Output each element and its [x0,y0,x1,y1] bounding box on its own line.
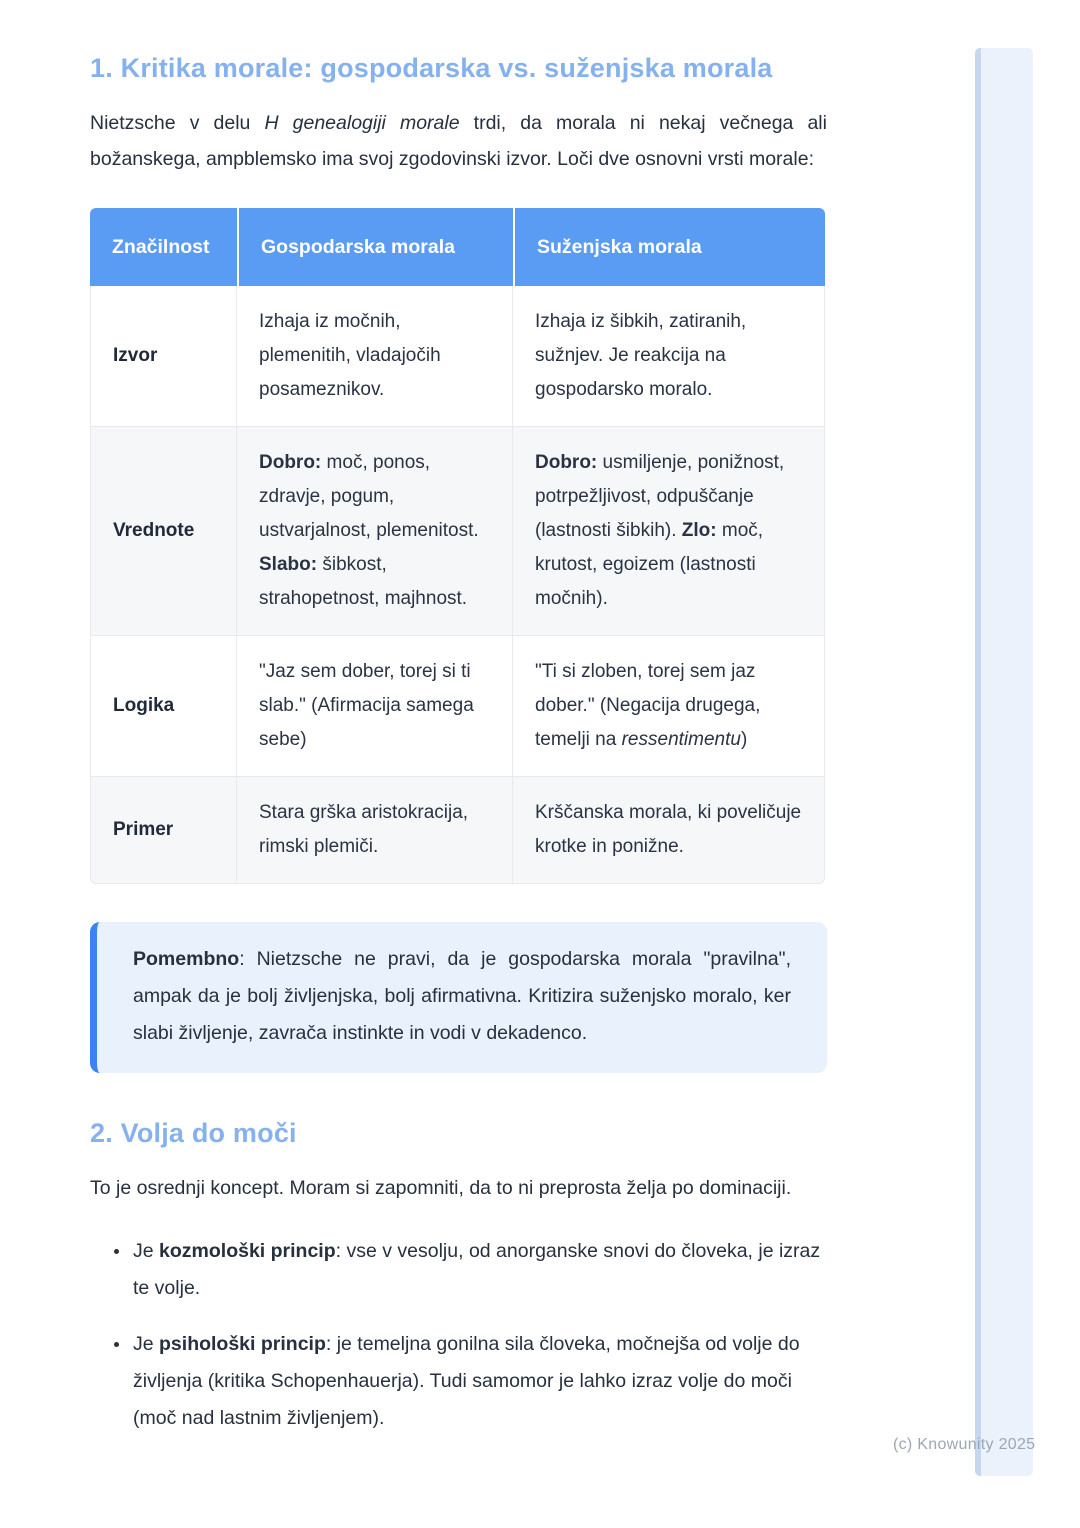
morality-comparison-table [90,208,825,884]
row-label: Logika [90,636,237,777]
important-callout [90,922,827,1073]
table-header-row [90,208,825,286]
list-item: • Je psihološki princip: je temeljna gonilna sila človeka, močnejša od volje do življenja (kritika Schopenhauerja). Tudi samomor je lahko izraz volje do moči (moč nad lastnim življenjem). [131,1326,827,1437]
table-row-logika [90,636,825,777]
table-header-gospodarska-morala: Gospodarska morala [237,208,513,286]
row-label: Vrednote [90,427,237,636]
table-row-vrednote [90,427,825,636]
section-1-heading: 1. Kritika morale: gospodarska vs. suženjska morala [90,53,773,83]
copyright-watermark: (c) Knowunity 2025 [893,1436,1036,1453]
table-header-znacilnost: Značilnost [90,208,237,286]
will-to-power-list [90,1233,827,1437]
adjacent-page-edge [975,48,1033,1476]
table-cell: Dobro: moč, ponos, zdravje, pogum, ustvarjalnost, plemenitost. Slabo: šibkost, strahopetnost, majhnost. [237,427,513,636]
callout-text: Pomembno: Nietzsche ne pravi, da je gospodarska morala "pravilna", ampak da je bolj življenjska, bolj afirmativna. Kritizira suženjsko moralo, ker slabi življenje, zavrača instinkte in vodi v dekadenco. [133,948,791,1044]
section-1-intro-paragraph: Nietzsche v delu H genealogiji morale trdi, da morala ni nekaj večnega ali božanskega, ampblemsko ima svoj zgodovinski izvor. Loči dve osnovni vrsti morale: [90,112,827,170]
table-cell: "Ti si zloben, torej sem jaz dober." (Negacija drugega, temelji na ressentimentu) [513,636,825,777]
row-label: Primer [90,777,237,884]
table-cell: Stara grška aristokracija, rimski plemiči. [237,777,513,884]
list-item: • Je kozmološki princip: vse v vesolju, od anorganske snovi do človeka, je izraz te volje. [131,1233,827,1307]
table-cell: Krščanska morala, ki poveličuje krotke in ponižne. [513,777,825,884]
section-2-heading: 2. Volja do moči [90,1118,297,1148]
table-cell: Dobro: usmiljenje, ponižnost, potrpežljivost, odpuščanje (lastnosti šibkih). Zlo: moč, krutost, egoizem (lastnosti močnih). [513,427,825,636]
table-row-primer [90,777,825,884]
table-header-suzenjska-morala: Suženjska morala [513,208,825,286]
table-row-izvor [90,286,825,427]
table-cell: Izhaja iz šibkih, zatiranih, sužnjev. Je reakcija na gospodarsko moralo. [513,286,825,427]
row-label: Izvor [90,286,237,427]
notes-document [90,0,827,1456]
section-2-intro-paragraph: To je osrednji koncept. Moram si zapomniti, da to ni preprosta želja po dominaciji. [90,1177,792,1199]
table-cell: "Jaz sem dober, torej si ti slab." (Afirmacija samega sebe) [237,636,513,777]
table-cell: Izhaja iz močnih, plemenitih, vladajočih posameznikov. [237,286,513,427]
